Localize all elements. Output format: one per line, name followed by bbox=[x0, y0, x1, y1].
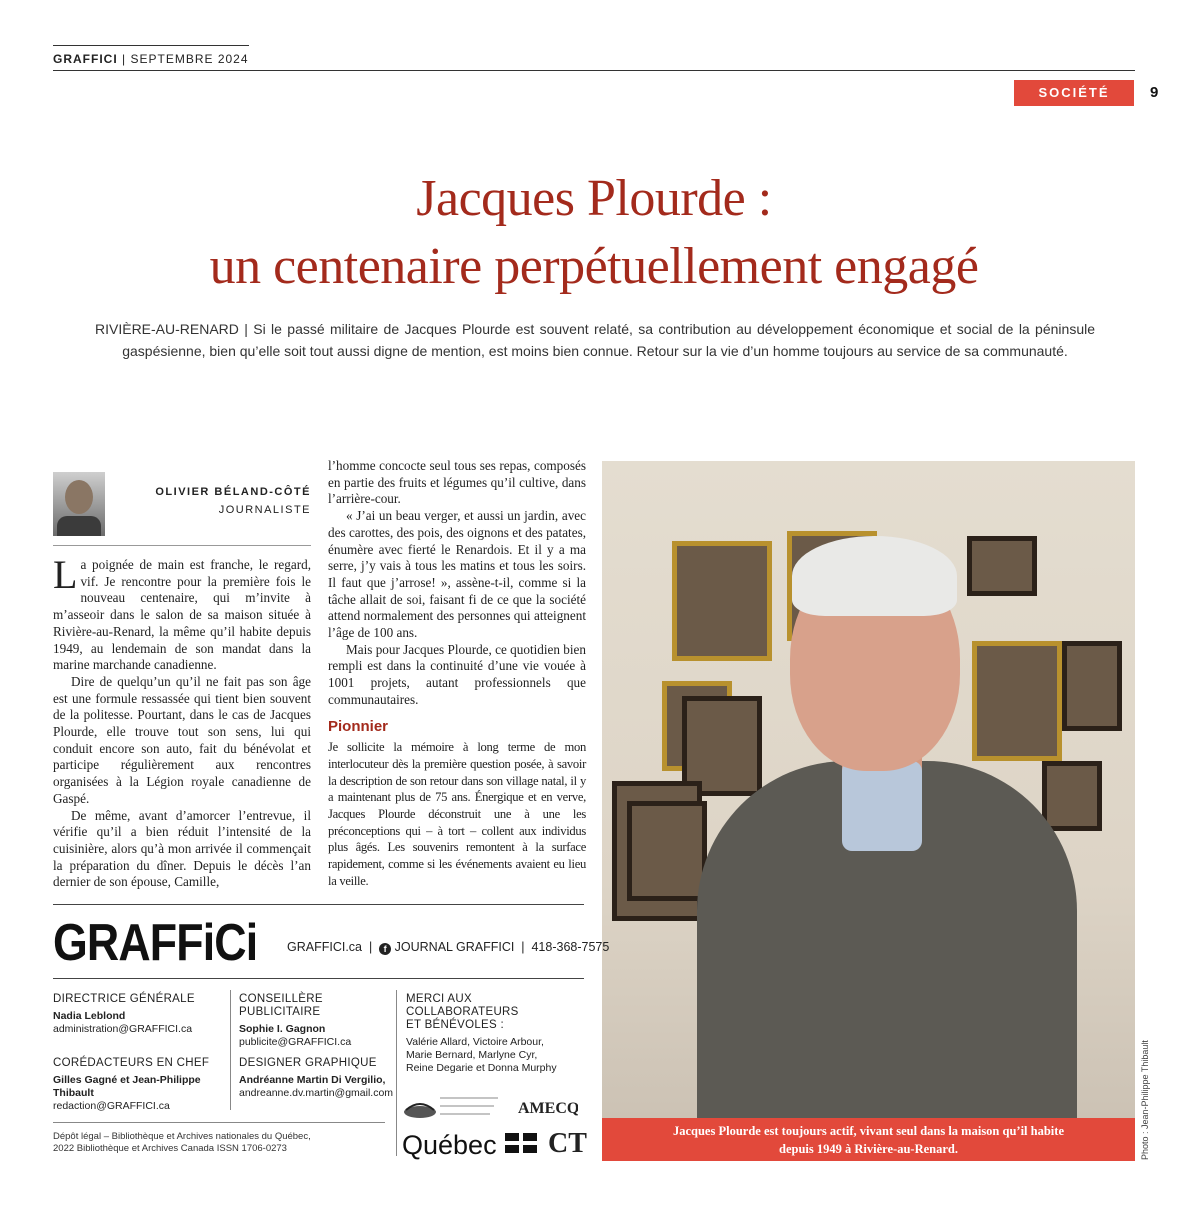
publication-name: GRAFFICI bbox=[53, 52, 118, 66]
photo-frame-wall bbox=[1062, 641, 1122, 731]
masthead-divider bbox=[396, 990, 397, 1156]
title-line-2: un centenaire perpétuellement engagé bbox=[209, 238, 979, 295]
staff-redacteurs bbox=[53, 1057, 228, 1113]
svg-text:AMECQ: AMECQ bbox=[518, 1100, 578, 1117]
article-column-1 bbox=[53, 552, 311, 891]
paragraph-5: « J’ai un beau verger, et aussi un jardin, avec des carottes, des pois, des oignons et des patates, énumère avec fierté le Renardois. Et il y a ma serre, j’y vais à tous les matins et tous les soirs. Il faut que j’arrose! », assène-t-il, comme si la tâche allait de soi, faisant fi de ce que la société attend normalement des personnes qui atteignent l’âge de 100 ans. bbox=[328, 508, 586, 641]
caption-line-1: Jacques Plourde est toujours actif, vivant seul dans la maison qu’il habite bbox=[672, 1124, 1064, 1138]
author-role: JOURNALISTE bbox=[218, 504, 311, 516]
graffici-logo: GRAFFiCi bbox=[53, 914, 258, 972]
photo-frame-wall bbox=[967, 536, 1037, 596]
author-photo bbox=[53, 472, 105, 536]
staff-email[interactable]: redaction@GRAFFICI.ca bbox=[53, 1100, 170, 1112]
volunteer-names: Reine Degarie et Donna Murphy bbox=[406, 1062, 557, 1074]
header-separator: | bbox=[122, 52, 127, 66]
quebec-logo bbox=[402, 1128, 502, 1167]
facebook-link[interactable]: JOURNAL GRAFFICI bbox=[394, 940, 515, 954]
photo-frame-wall bbox=[1042, 761, 1102, 831]
page-number: 9 bbox=[1150, 84, 1159, 101]
facebook-icon: f bbox=[379, 943, 391, 955]
staff-heading: DIRECTRICE GÉNÉRALE bbox=[53, 993, 195, 1005]
staff-heading: CONSEILLÈRE PUBLICITAIRE bbox=[239, 993, 323, 1018]
author-name: OLIVIER BÉLAND-CÔTÉ bbox=[155, 486, 311, 498]
volunteer-names: Marie Bernard, Marlyne Cyr, bbox=[406, 1049, 538, 1061]
paragraph-1: La poignée de main est franche, le regard, vif. Je rencontre pour la première fois le nouveau centenaire, qui m’invite à m’asseoir dans le salon de sa maison située à Rivière-au-Renard, la même qu’il habite depuis 1949, au lendemain de son mandat dans la marine marchande canadienne. bbox=[53, 552, 311, 673]
staff-email[interactable]: publicite@GRAFFICI.ca bbox=[239, 1036, 352, 1048]
svg-text:CT: CT bbox=[548, 1128, 587, 1158]
staff-email[interactable]: administration@GRAFFICI.ca bbox=[53, 1023, 193, 1035]
section-badge: SOCIÉTÉ bbox=[1014, 80, 1134, 106]
staff-heading: CORÉDACTEURS EN CHEF bbox=[53, 1057, 210, 1069]
website-link[interactable]: GRAFFICI.ca bbox=[287, 940, 363, 954]
subheading-pionnier: Pionnier bbox=[328, 717, 389, 735]
author-rule bbox=[53, 545, 311, 546]
header-rule-short bbox=[53, 45, 249, 46]
quebec-flag-icon bbox=[505, 1133, 537, 1153]
article-photo bbox=[602, 461, 1135, 1161]
person-collar bbox=[842, 761, 922, 851]
masthead-rule-mid bbox=[53, 978, 584, 979]
photo-frame-wall bbox=[972, 641, 1062, 761]
staff-merci bbox=[406, 993, 584, 1075]
centre-action-benevole-logo bbox=[402, 1090, 502, 1126]
paragraph-3: De même, avant d’amorcer l’entrevue, il vérifie qu’il a bien réduit l’intensité de la cuisinière, alors qu’à mon arrivée il commençait la préparation du dîner. Depuis le décès l’an dernier de son épouse, Camille, bbox=[53, 807, 311, 890]
legal-rule bbox=[53, 1122, 385, 1123]
issue-date: SEPTEMBRE 2024 bbox=[130, 52, 249, 66]
staff-heading: ET BÉNÉVOLES : bbox=[406, 1019, 504, 1031]
article-lede: RIVIÈRE-AU-RENARD | Si le passé militaire de Jacques Plourde est souvent relaté, sa contribution au développement économique et social de la péninsule gaspésienne, bien qu’elle soit tout aussi digne de mention, est moins bien connue. Retour sur la vie d’un homme toujours au service de sa communauté. bbox=[95, 321, 1095, 359]
staff-directrice bbox=[53, 993, 223, 1036]
masthead-divider bbox=[230, 990, 231, 1110]
photo-caption bbox=[602, 1118, 1135, 1161]
staff-name: Sophie I. Gagnon bbox=[239, 1023, 326, 1035]
photo-frame-wall bbox=[627, 801, 707, 901]
masthead-rule-top bbox=[53, 904, 584, 905]
staff-heading: MERCI AUX COLLABORATEURS bbox=[406, 993, 519, 1018]
staff-name: Andréanne Martin Di Vergilio, bbox=[239, 1074, 386, 1086]
volunteer-names: Valérie Allard, Victoire Arbour, bbox=[406, 1036, 544, 1048]
photo-frame-wall bbox=[672, 541, 772, 661]
staff-name: Gilles Gagné et Jean-Philippe Thibault bbox=[53, 1074, 201, 1099]
staff-email[interactable]: andreanne.dv.martin@gmail.com bbox=[239, 1087, 394, 1099]
legal-notice bbox=[53, 1131, 393, 1155]
staff-conseillere bbox=[239, 993, 394, 1049]
paragraph-4: l’homme concocte seul tous ses repas, composés en partie des fruits et légumes qu’il cultive, dans l’arrière-cour. bbox=[328, 458, 586, 507]
phone-number: 418-368-7575 bbox=[531, 940, 610, 954]
header-rule bbox=[53, 70, 1135, 71]
dropcap: L bbox=[53, 552, 78, 597]
staff-name: Nadia Leblond bbox=[53, 1010, 126, 1022]
header-issue-line bbox=[53, 52, 249, 66]
ct-logo bbox=[548, 1126, 588, 1165]
person-hair bbox=[792, 536, 957, 616]
masthead-contact: GRAFFICI.ca | f JOURNAL GRAFFICI | 418-368-7575 bbox=[287, 940, 610, 954]
legal-line: 2022 Bibliothèque et Archives Canada ISSN 1706-0273 bbox=[53, 1143, 287, 1154]
photo-credit: Photo : Jean-Philippe Thibault bbox=[1140, 1040, 1150, 1160]
svg-text:Québec: Québec bbox=[402, 1130, 497, 1160]
paragraph-7: Je sollicite la mémoire à long terme de mon interlocuteur dès la première question posée, à savoir la description de son retour dans son village natal, il y a maintenant plus de 75 ans. Énergique et en verve, Jacques Plourde déconstruit une à une les préconceptions qui – à tort – collent aux individus plus âgés. Les souvenirs remontent à la surface rapidement, comme si les événements avaient eu lieu la veille. bbox=[328, 740, 586, 888]
amecq-logo bbox=[516, 1098, 578, 1123]
article-column-2 bbox=[328, 458, 586, 890]
paragraph-2: Dire de quelqu’un qu’il ne fait pas son âge est une formule ressassée qui tient bien souvent de la politesse. Pourtant, dans le cas de Jacques Plourde, elle trouve tout son sens, lui qui conduit encore son auto, fait du bénévolat et participe régulièrement aux rencontres organisées à la Légion royale canadienne de Gaspé. bbox=[53, 673, 311, 806]
staff-designer bbox=[239, 1057, 394, 1100]
caption-line-2: depuis 1949 à Rivière-au-Renard. bbox=[779, 1142, 958, 1156]
article-title bbox=[53, 165, 1135, 301]
paragraph-6: Mais pour Jacques Plourde, ce quotidien bien rempli est dans la continuité d’une vie vouée à 1001 projets, autant professionnels que communautaires. bbox=[328, 641, 586, 707]
legal-line: Dépôt légal – Bibliothèque et Archives nationales du Québec, bbox=[53, 1131, 311, 1142]
author-box bbox=[53, 462, 311, 542]
staff-heading: DESIGNER GRAPHIQUE bbox=[239, 1057, 377, 1069]
title-line-1: Jacques Plourde : bbox=[416, 170, 772, 227]
